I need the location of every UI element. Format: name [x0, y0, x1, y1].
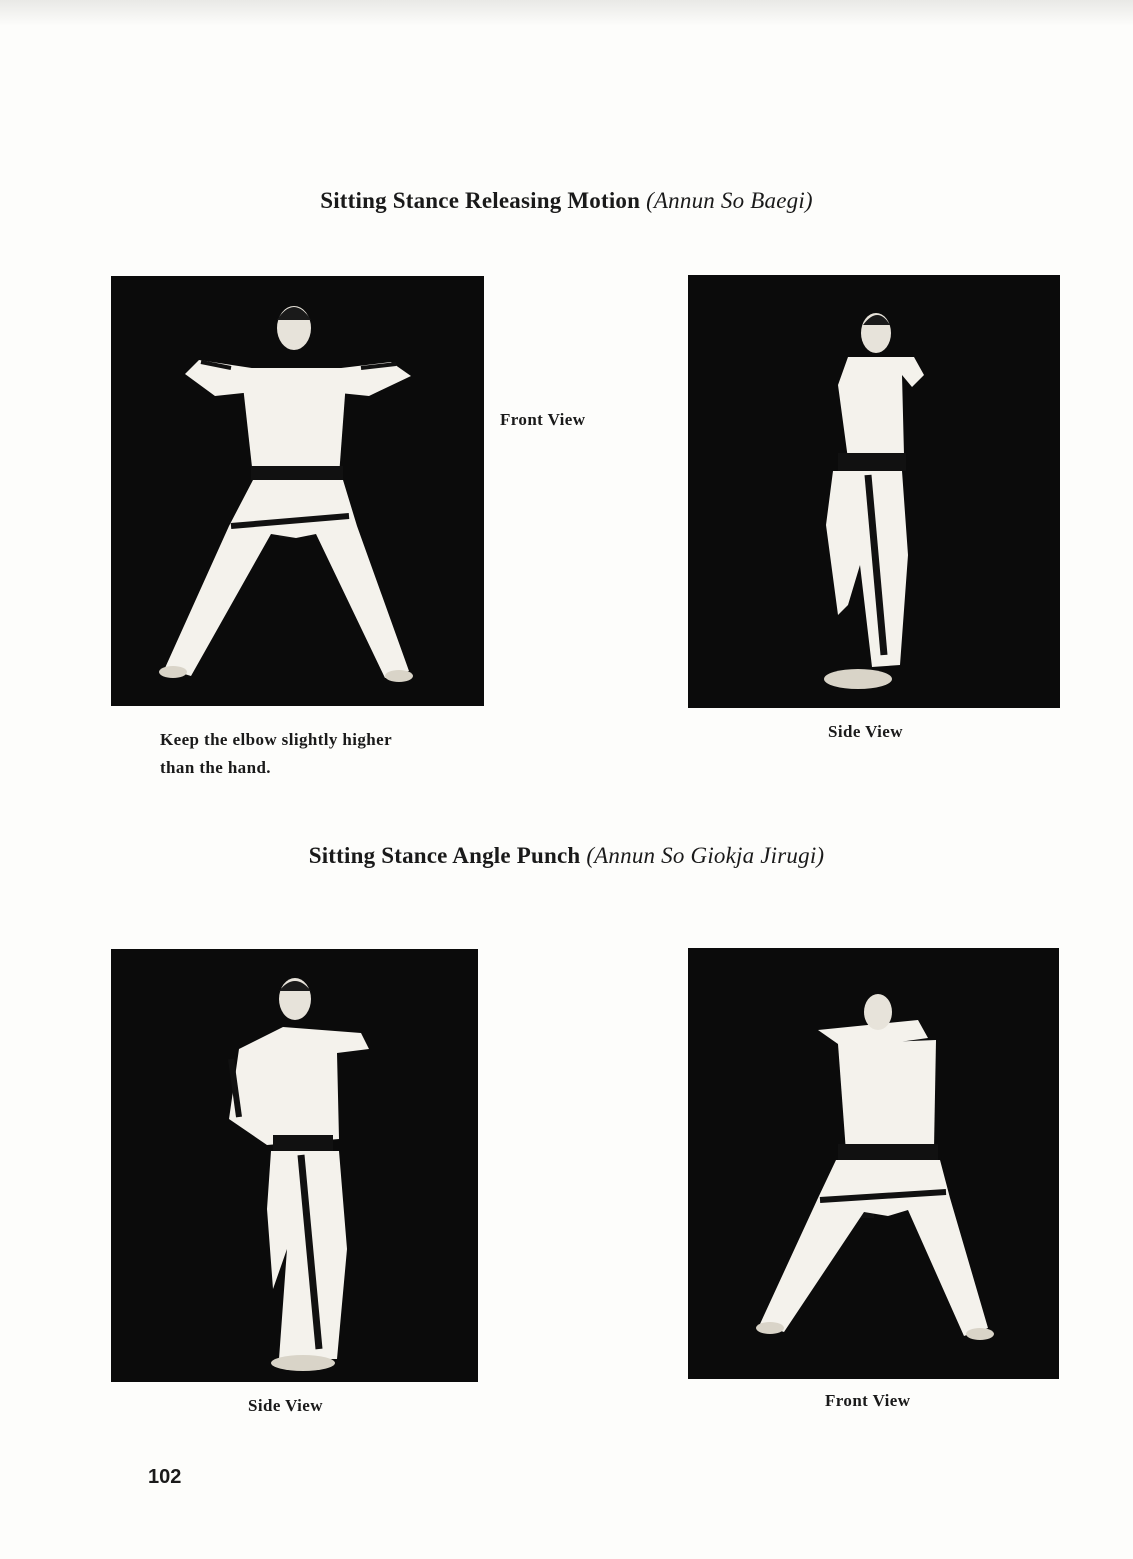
caption-elbow-note-line2: than the hand. [160, 758, 271, 777]
photo-releasing-front-view [111, 276, 484, 706]
section-title: Sitting Stance Releasing Motion [320, 188, 641, 213]
section-heading-angle-punch [0, 843, 1133, 869]
figure-side-punch-illustration [111, 949, 478, 1382]
scan-edge [0, 0, 1133, 26]
section-title-native: (Annun So Baegi) [646, 188, 813, 213]
photo-releasing-side-view [688, 275, 1060, 708]
page-number: 102 [148, 1466, 182, 1488]
figure-front-punch-illustration [688, 948, 1059, 1379]
photo-angle-punch-front-view [688, 948, 1059, 1379]
figure-side-stance-illustration [688, 275, 1060, 708]
caption-side-view-bottom: Side View [248, 1396, 323, 1415]
caption-side-view-top: Side View [828, 722, 903, 741]
caption-elbow-note [160, 726, 392, 782]
figure-front-stance-illustration [111, 276, 484, 706]
caption-elbow-note-line1: Keep the elbow slightly higher [160, 730, 393, 749]
section-heading-releasing-motion [0, 188, 1133, 214]
section-title: Sitting Stance Angle Punch [308, 843, 581, 868]
caption-front-view-top: Front View [500, 410, 586, 429]
photo-angle-punch-side-view [111, 949, 478, 1382]
caption-front-view-bottom: Front View [825, 1391, 911, 1410]
section-title-native: (Annun So Giokja Jirugi) [586, 843, 825, 868]
